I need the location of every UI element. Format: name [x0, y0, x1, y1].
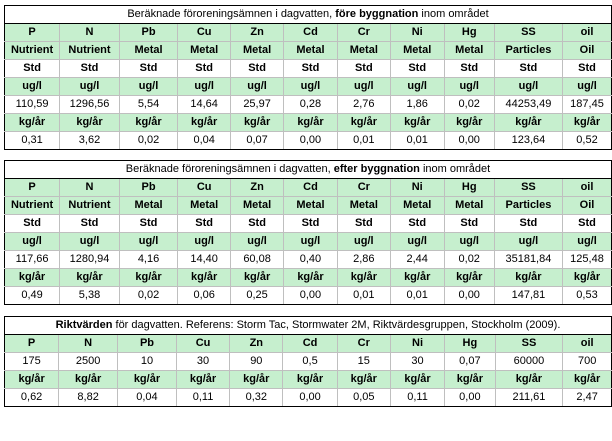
table-cell: Std — [231, 215, 284, 233]
table-cell: Std — [119, 60, 177, 78]
table-cell: Hg — [444, 179, 494, 197]
unit-row — [5, 233, 612, 251]
table-title: Beräknade föroreningsämnen i dagvatten, efter byggnation inom området — [5, 161, 612, 179]
table-cell: 30 — [390, 353, 444, 371]
table-cell: Metal — [231, 197, 284, 215]
table-cell: Ni — [390, 24, 444, 42]
table-cell: kg/år — [390, 269, 444, 287]
table-cell: oil — [563, 335, 612, 353]
table-cell: 0,62 — [5, 389, 59, 407]
table-cell: ug/l — [444, 78, 494, 96]
table-cell: kg/år — [337, 371, 390, 389]
table-cell: kg/år — [59, 371, 118, 389]
table-cell: 0,01 — [337, 132, 390, 150]
table-cell: 10 — [118, 353, 177, 371]
table-cell: ug/l — [494, 78, 562, 96]
table-cell: Cr — [337, 335, 390, 353]
table-cell: kg/år — [563, 371, 612, 389]
table-cell: Std — [178, 215, 231, 233]
table-cell: 30 — [176, 353, 229, 371]
table-cell: 117,66 — [5, 251, 60, 269]
table-cell: 15 — [337, 353, 390, 371]
table-cell: kg/år — [494, 114, 562, 132]
table-cell: Metal — [284, 42, 338, 60]
table-title: Riktvärden för dagvatten. Referens: Storm Tac, Stormwater 2M, Riktvärdesgruppen, Stockholm (2009). — [5, 317, 612, 335]
table-cell: 2,76 — [337, 96, 390, 114]
table-cell: ug/l — [5, 78, 60, 96]
table-cell: kg/år — [119, 269, 177, 287]
load-row — [5, 389, 612, 407]
table-cell: SS — [494, 179, 562, 197]
table-cell: Nutrient — [60, 42, 120, 60]
table-cell: Std — [563, 215, 612, 233]
table-cell: 3,62 — [60, 132, 120, 150]
table-cell: Zn — [231, 24, 284, 42]
table-cell: 90 — [230, 353, 283, 371]
table-cell: Std — [5, 60, 60, 78]
table-cell: ug/l — [178, 78, 231, 96]
table-cell: 2,44 — [390, 251, 444, 269]
table-cell: P — [5, 179, 60, 197]
table-cell: 14,64 — [178, 96, 231, 114]
table-cell: ug/l — [231, 233, 284, 251]
table-cell: Cd — [284, 179, 338, 197]
table-cell: 123,64 — [494, 132, 562, 150]
table-cell: Std — [5, 215, 60, 233]
table-cell: kg/år — [444, 269, 494, 287]
table-cell: 1280,94 — [60, 251, 120, 269]
table-cell: 700 — [563, 353, 612, 371]
header-row — [5, 179, 612, 197]
table-cell: 2,86 — [337, 251, 390, 269]
load-row — [5, 287, 612, 305]
table-cell: 0,00 — [283, 389, 337, 407]
table-cell: 1296,56 — [60, 96, 120, 114]
table-cell: kg/år — [445, 371, 495, 389]
table-cell: Metal — [284, 197, 338, 215]
table-cell: 0,00 — [444, 132, 494, 150]
table-cell: kg/år — [231, 114, 284, 132]
table-cell: ug/l — [178, 233, 231, 251]
table-cell: 0,05 — [337, 389, 390, 407]
table-cell: ug/l — [284, 78, 338, 96]
table-cell: 0,07 — [445, 353, 495, 371]
table-cell: 60,08 — [231, 251, 284, 269]
table-cell: Std — [494, 215, 562, 233]
table-cell: Std — [119, 215, 177, 233]
table-cell: ug/l — [119, 233, 177, 251]
table-cell: 0,11 — [176, 389, 229, 407]
table-cell: Hg — [445, 335, 495, 353]
unit-row — [5, 78, 612, 96]
unit-row — [5, 371, 612, 389]
table-cell: 8,82 — [59, 389, 118, 407]
table-cell: Std — [60, 60, 120, 78]
table-cell: kg/år — [118, 371, 177, 389]
table-cell: Particles — [494, 197, 562, 215]
table-cell: SS — [494, 24, 562, 42]
table-cell: Metal — [119, 197, 177, 215]
table-cell: 0,49 — [5, 287, 60, 305]
table-cell: Cr — [337, 179, 390, 197]
table-cell: Ni — [390, 335, 444, 353]
table-cell: 1,86 — [390, 96, 444, 114]
table-cell: kg/år — [231, 269, 284, 287]
table-cell: oil — [563, 179, 612, 197]
table-cell: Pb — [118, 335, 177, 353]
table-cell: ug/l — [337, 233, 390, 251]
table-cell: N — [60, 24, 120, 42]
table-cell: 60000 — [495, 353, 563, 371]
table-cell: Nutrient — [5, 42, 60, 60]
table-cell: 0,01 — [337, 287, 390, 305]
table-cell: 175 — [5, 353, 59, 371]
table-cell: ug/l — [60, 233, 120, 251]
table-cell: 0,25 — [231, 287, 284, 305]
table-cell: Cu — [176, 335, 229, 353]
table-cell: kg/år — [563, 269, 612, 287]
table-cell: kg/år — [5, 269, 60, 287]
header-row — [5, 24, 612, 42]
table-cell: Metal — [390, 42, 444, 60]
table-cell: kg/år — [5, 371, 59, 389]
table-cell: 2500 — [59, 353, 118, 371]
table-cell: 0,40 — [284, 251, 338, 269]
table-cell: 0,02 — [119, 132, 177, 150]
table-cell: 14,40 — [178, 251, 231, 269]
table-cell: Std — [284, 60, 338, 78]
table-cell: 0,00 — [284, 132, 338, 150]
table-cell: Nutrient — [60, 197, 120, 215]
table-cell: Metal — [231, 42, 284, 60]
table-cell: 5,38 — [60, 287, 120, 305]
table-cell: 0,5 — [283, 353, 337, 371]
table-cell: Std — [444, 60, 494, 78]
table-cell: Std — [60, 215, 120, 233]
table-cell: 25,97 — [231, 96, 284, 114]
table-cell: kg/år — [5, 114, 60, 132]
table-cell: Cd — [283, 335, 337, 353]
table-cell: Metal — [178, 197, 231, 215]
table-cell: Std — [390, 215, 444, 233]
table-cell: Std — [231, 60, 284, 78]
table-cell: Cu — [178, 179, 231, 197]
table-cell: ug/l — [231, 78, 284, 96]
table-cell: 0,04 — [118, 389, 177, 407]
table-cell: 0,07 — [231, 132, 284, 150]
table-cell: 0,01 — [390, 132, 444, 150]
table-cell: 4,16 — [119, 251, 177, 269]
table-cell: 0,00 — [445, 389, 495, 407]
table-cell: P — [5, 335, 59, 353]
table-cell: 0,02 — [444, 96, 494, 114]
table-cell: Oil — [563, 42, 612, 60]
table-cell: 147,81 — [494, 287, 562, 305]
table-cell: ug/l — [119, 78, 177, 96]
table-cell: Metal — [337, 197, 390, 215]
table-cell: 211,61 — [495, 389, 563, 407]
table-cell: Nutrient — [5, 197, 60, 215]
table-cell: ug/l — [337, 78, 390, 96]
table-cell: Cd — [284, 24, 338, 42]
table-cell: Std — [390, 60, 444, 78]
table-cell: Std — [337, 215, 390, 233]
table-cell: kg/år — [119, 114, 177, 132]
table-cell: kg/år — [176, 371, 229, 389]
table-cell: ug/l — [390, 233, 444, 251]
table-cell: ug/l — [390, 78, 444, 96]
table-title: Beräknade föroreningsämnen i dagvatten, före byggnation inom området — [5, 6, 612, 24]
table-cell: N — [60, 179, 120, 197]
table-after-construction — [4, 160, 612, 305]
concentration-row — [5, 96, 612, 114]
table-cell: ug/l — [444, 233, 494, 251]
header-row — [5, 335, 612, 353]
table-cell: Zn — [231, 179, 284, 197]
table-cell: kg/år — [390, 371, 444, 389]
table-cell: Std — [284, 215, 338, 233]
table-cell: kg/år — [337, 114, 390, 132]
table-cell: Std — [563, 60, 612, 78]
table-cell: Std — [337, 60, 390, 78]
table-cell: 0,53 — [563, 287, 612, 305]
table-cell: Pb — [119, 179, 177, 197]
table-cell: ug/l — [5, 233, 60, 251]
table-cell: kg/år — [60, 114, 120, 132]
table-cell: 0,52 — [563, 132, 612, 150]
table-cell: Metal — [444, 42, 494, 60]
table-cell: ug/l — [60, 78, 120, 96]
table-cell: 0,02 — [444, 251, 494, 269]
table-cell: kg/år — [283, 371, 337, 389]
std-row — [5, 60, 612, 78]
table-cell: 2,47 — [563, 389, 612, 407]
table-cell: kg/år — [495, 371, 563, 389]
unit-row — [5, 114, 612, 132]
table-cell: Metal — [444, 197, 494, 215]
table-cell: kg/år — [284, 114, 338, 132]
table-cell: 0,01 — [390, 287, 444, 305]
table-cell: 0,06 — [178, 287, 231, 305]
table-cell: 0,31 — [5, 132, 60, 150]
table-cell: ug/l — [563, 233, 612, 251]
type-row — [5, 42, 612, 60]
table-cell: Std — [444, 215, 494, 233]
table-cell: 44253,49 — [494, 96, 562, 114]
table-cell: Metal — [337, 42, 390, 60]
table-cell: 187,45 — [563, 96, 612, 114]
table-cell: 35181,84 — [494, 251, 562, 269]
table-cell: 0,32 — [230, 389, 283, 407]
unit-row — [5, 269, 612, 287]
table-cell: 0,00 — [284, 287, 338, 305]
table-cell: 0,28 — [284, 96, 338, 114]
table-cell: Std — [494, 60, 562, 78]
table-cell: kg/år — [444, 114, 494, 132]
table-cell: 0,00 — [444, 287, 494, 305]
table-cell: 0,11 — [390, 389, 444, 407]
concentration-row — [5, 251, 612, 269]
table-cell: Oil — [563, 197, 612, 215]
table-guideline-values — [4, 316, 612, 407]
concentration-row — [5, 353, 612, 371]
table-cell: kg/år — [494, 269, 562, 287]
table-cell: ug/l — [563, 78, 612, 96]
table-cell: Particles — [494, 42, 562, 60]
table-cell: SS — [495, 335, 563, 353]
table-cell: Metal — [178, 42, 231, 60]
table-cell: N — [59, 335, 118, 353]
table-cell: 0,04 — [178, 132, 231, 150]
table-cell: 0,02 — [119, 287, 177, 305]
table-cell: kg/år — [284, 269, 338, 287]
table-cell: kg/år — [337, 269, 390, 287]
table-before-construction — [4, 5, 612, 150]
table-cell: Cr — [337, 24, 390, 42]
table-cell: oil — [563, 24, 612, 42]
table-cell: kg/år — [178, 269, 231, 287]
table-cell: 110,59 — [5, 96, 60, 114]
table-cell: kg/år — [563, 114, 612, 132]
table-cell: Std — [178, 60, 231, 78]
table-cell: 5,54 — [119, 96, 177, 114]
table-cell: kg/år — [390, 114, 444, 132]
table-cell: Zn — [230, 335, 283, 353]
table-cell: ug/l — [494, 233, 562, 251]
table-cell: Ni — [390, 179, 444, 197]
table-cell: P — [5, 24, 60, 42]
table-cell: 125,48 — [563, 251, 612, 269]
table-cell: Metal — [119, 42, 177, 60]
std-row — [5, 215, 612, 233]
table-cell: Cu — [178, 24, 231, 42]
table-cell: Hg — [444, 24, 494, 42]
table-cell: kg/år — [230, 371, 283, 389]
load-row — [5, 132, 612, 150]
table-cell: ug/l — [284, 233, 338, 251]
table-cell: kg/år — [60, 269, 120, 287]
table-cell: Metal — [390, 197, 444, 215]
table-cell: kg/år — [178, 114, 231, 132]
table-cell: Pb — [119, 24, 177, 42]
type-row — [5, 197, 612, 215]
